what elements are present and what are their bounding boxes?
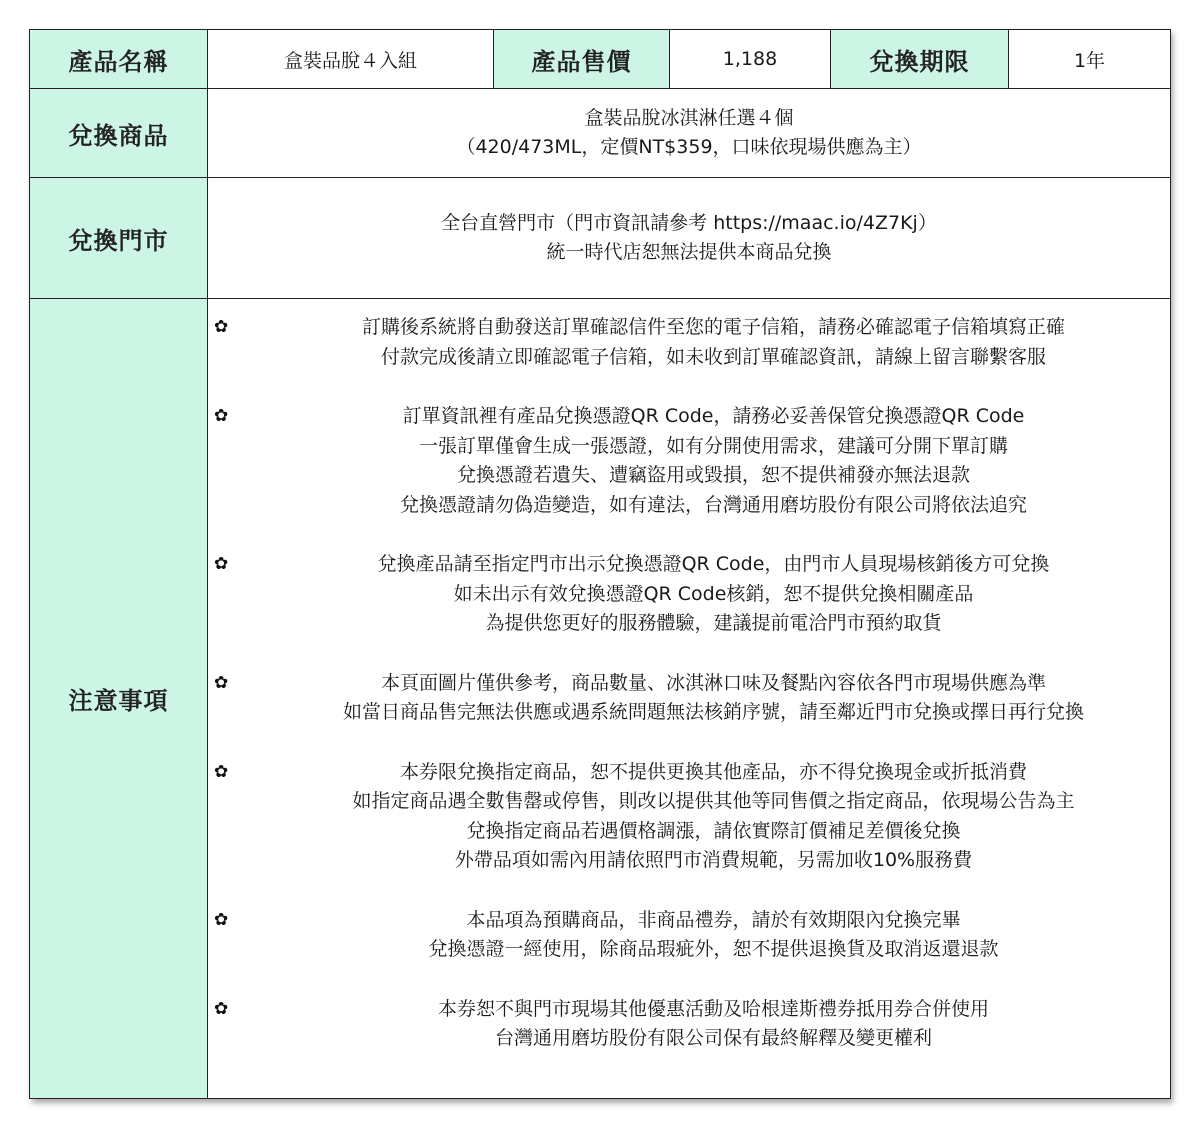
note-line: 兌換憑證若遺失、遭竊盜用或毀損，恕不提供補發亦無法退款	[456, 464, 970, 487]
note-item	[208, 758, 1170, 876]
exchange-period-label: 兌換期限	[831, 30, 1009, 89]
note-line: 外帶品項如需內用請依照門市消費規範，另需加收10%服務費	[454, 849, 973, 872]
flower-bullet-icon: ✿	[214, 761, 229, 782]
product-name-value: 盒裝品脫４入組	[208, 30, 494, 89]
exchange-item-line: 盒裝品脫冰淇淋任選４個	[584, 107, 794, 129]
note-line: 兌換指定商品若遇價格調漲，請依實際訂價補足差價後兌換	[466, 819, 961, 842]
note-line: 如當日商品售完無法供應或遇系統問題無法核銷序號，請至鄰近門市兌換或擇日再行兌換	[342, 701, 1084, 724]
flower-bullet-icon: ✿	[214, 406, 229, 427]
note-line: 訂單資訊裡有產品兌換憑證QR Code，請務必妥善保管兌換憑證QR Code	[402, 405, 1025, 428]
product-price-label: 產品售價	[494, 30, 670, 89]
exchange-item-line: （420/473ML，定價NT$359，口味依現場供應為主）	[456, 136, 922, 158]
note-line: 一張訂單僅會生成一張憑證，如有分開使用需求，建議可分開下單訂購	[418, 434, 1008, 457]
notes-container	[208, 313, 1170, 1054]
exchange-period-value: 1年	[1009, 30, 1171, 89]
flower-bullet-icon: ✿	[214, 909, 229, 930]
exchange-store-line: 統一時代店恕無法提供本商品兌換	[546, 241, 832, 263]
note-line: 本券限兌換指定商品，恕不提供更換其他產品，亦不得兌換現金或折抵消費	[399, 760, 1027, 783]
note-line: 訂購後系統將自動發送訂單確認信件至您的電子信箱，請務必確認電子信箱填寫正確	[361, 316, 1065, 339]
exchange-item-value	[208, 89, 1171, 178]
product-price-value: 1,188	[670, 30, 831, 89]
note-line: 為提供您更好的服務體驗，建議提前電洽門市預約取貨	[485, 612, 942, 635]
exchange-store-value	[208, 178, 1171, 299]
note-item	[208, 313, 1170, 372]
note-line: 本券恕不與門市現場其他優惠活動及哈根達斯禮券抵用券合併使用	[437, 997, 989, 1020]
note-line: 本頁面圖片僅供參考，商品數量、冰淇淋口味及餐點內容依各門市現場供應為準	[380, 671, 1046, 694]
product-name-label: 產品名稱	[30, 30, 208, 89]
note-item	[208, 995, 1170, 1054]
note-line: 兌換產品請至指定門市出示兌換憑證QR Code，由門市人員現場核銷後方可兌換	[377, 553, 1050, 576]
note-line: 兌換憑證請勿偽造變造，如有違法，台灣通用磨坊股份有限公司將依法追究	[399, 493, 1027, 516]
note-item	[208, 402, 1170, 520]
flower-bullet-icon: ✿	[214, 317, 229, 338]
notes-list	[208, 299, 1171, 1099]
note-line: 如未出示有效兌換憑證QR Code核銷，恕不提供兌換相關產品	[453, 582, 974, 605]
exchange-store-label: 兌換門市	[30, 178, 208, 299]
note-item	[208, 906, 1170, 965]
note-line: 付款完成後請立即確認電子信箱，如未收到訂單確認資訊，請線上留言聯繫客服	[380, 345, 1046, 368]
notes-row	[30, 299, 1171, 1099]
flower-bullet-icon: ✿	[214, 554, 229, 575]
product-info-sheet	[29, 29, 1170, 1099]
product-summary-row	[30, 30, 1171, 89]
note-item	[208, 550, 1170, 639]
flower-bullet-icon: ✿	[214, 998, 229, 1019]
note-line: 如指定商品遇全數售罄或停售，則改以提供其他等同售價之指定商品，依現場公告為主	[352, 790, 1075, 813]
note-line: 本品項為預購商品，非商品禮券，請於有效期限內兌換完畢	[466, 908, 961, 931]
note-item	[208, 669, 1170, 728]
exchange-item-label: 兌換商品	[30, 89, 208, 178]
exchange-item-row	[30, 89, 1171, 178]
exchange-store-row	[30, 178, 1171, 299]
flower-bullet-icon: ✿	[214, 672, 229, 693]
exchange-store-line: 全台直營門市（門市資訊請參考 https://maac.io/4Z7Kj）	[441, 212, 937, 234]
notes-label: 注意事項	[30, 299, 208, 1099]
note-line: 台灣通用磨坊股份有限公司保有最終解釋及變更權利	[494, 1027, 932, 1050]
product-info-table	[29, 29, 1171, 1099]
note-line: 兌換憑證一經使用，除商品瑕疵外，恕不提供退換貨及取消返還退款	[428, 938, 999, 961]
